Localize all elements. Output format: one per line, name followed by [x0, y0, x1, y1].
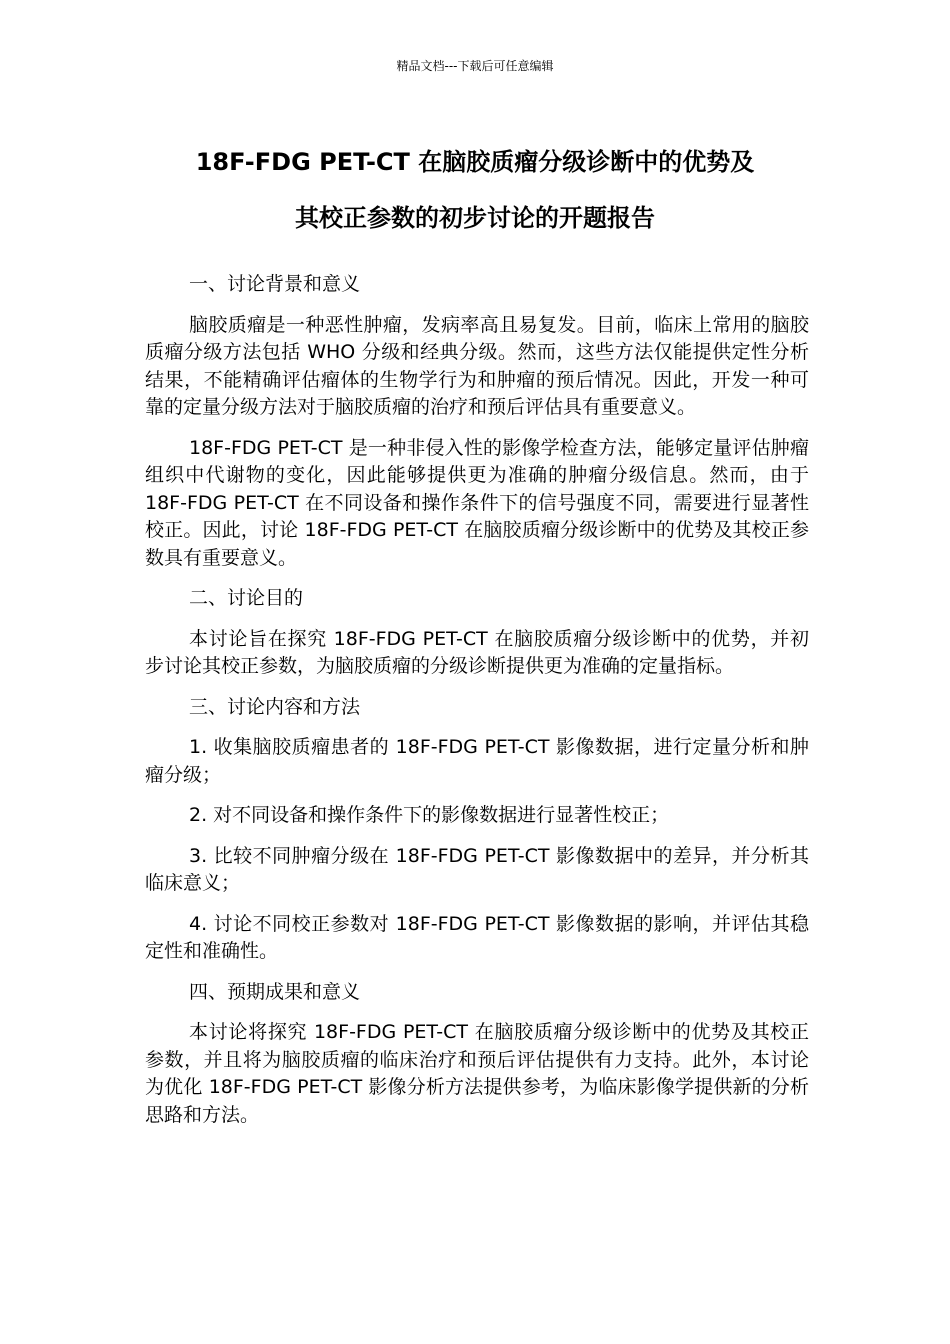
section-heading-methods: 三、讨论内容和方法 [189, 695, 361, 718]
page-header-note: 精品文档---下载后可任意编辑 [396, 59, 554, 73]
paragraph-background-1: 脑胶质瘤是一种恶性肿瘤，发病率高且易复发。目前，临床上常用的脑胶质瘤分级方法包括 WHO 分级和经典分级。然而，这些方法仅能提供定性分析结果，不能精确评估瘤体的生物学行为和肿瘤的预后情况。因此，开发一种可靠的定量分级方法对于脑胶质瘤的治疗和预后评估具有重要意义。 [145, 313, 809, 418]
methods-item-4: 4. 讨论不同校正参数对 18F-FDG PET-CT 影像数据的影响，并评估其稳定性和准确性。 [145, 912, 809, 962]
title-line-1: 18F-FDG PET-CT 在脑胶质瘤分级诊断中的优势及 [195, 148, 755, 176]
title-line-2: 其校正参数的初步讨论的开题报告 [295, 204, 655, 232]
document-title [120, 134, 830, 246]
section-heading-outcomes: 四、预期成果和意义 [189, 980, 361, 1003]
methods-item-1: 1. 收集脑胶质瘤患者的 18F-FDG PET-CT 影像数据，进行定量分析和肿瘤分级； [145, 736, 809, 786]
paragraph-purpose: 本讨论旨在探究 18F-FDG PET-CT 在脑胶质瘤分级诊断中的优势，并初步讨论其校正参数，为脑胶质瘤的分级诊断提供更为准确的定量指标。 [145, 627, 809, 677]
paragraph-background-2: 18F-FDG PET-CT 是一种非侵入性的影像学检查方法，能够定量评估肿瘤组织中代谢物的变化，因此能够提供更为准确的肿瘤分级信息。然而，由于 18F-FDG PET-CT 在不同设备和操作条件下的信号强度不同，需要进行显著性校正。因此，讨论 18F-FDG PET-CT 在脑胶质瘤分级诊断中的优势及其校正参数具有重要意义。 [145, 436, 809, 569]
paragraph-outcomes: 本讨论将探究 18F-FDG PET-CT 在脑胶质瘤分级诊断中的优势及其校正参数，并且将为脑胶质瘤的临床治疗和预后评估提供有力支持。此外，本讨论为优化 18F-FDG PET-CT 影像分析方法提供参考，为临床影像学提供新的分析思路和方法。 [145, 1021, 809, 1126]
document-body [145, 271, 809, 1142]
section-heading-purpose: 二、讨论目的 [189, 587, 304, 609]
section-heading-background: 一、讨论背景和意义 [189, 273, 361, 295]
methods-item-3: 3. 比较不同肿瘤分级在 18F-FDG PET-CT 影像数据中的差异，并分析其临床意义； [145, 844, 809, 894]
methods-item-2: 2. 对不同设备和操作条件下的影像数据进行显著性校正； [189, 804, 670, 826]
